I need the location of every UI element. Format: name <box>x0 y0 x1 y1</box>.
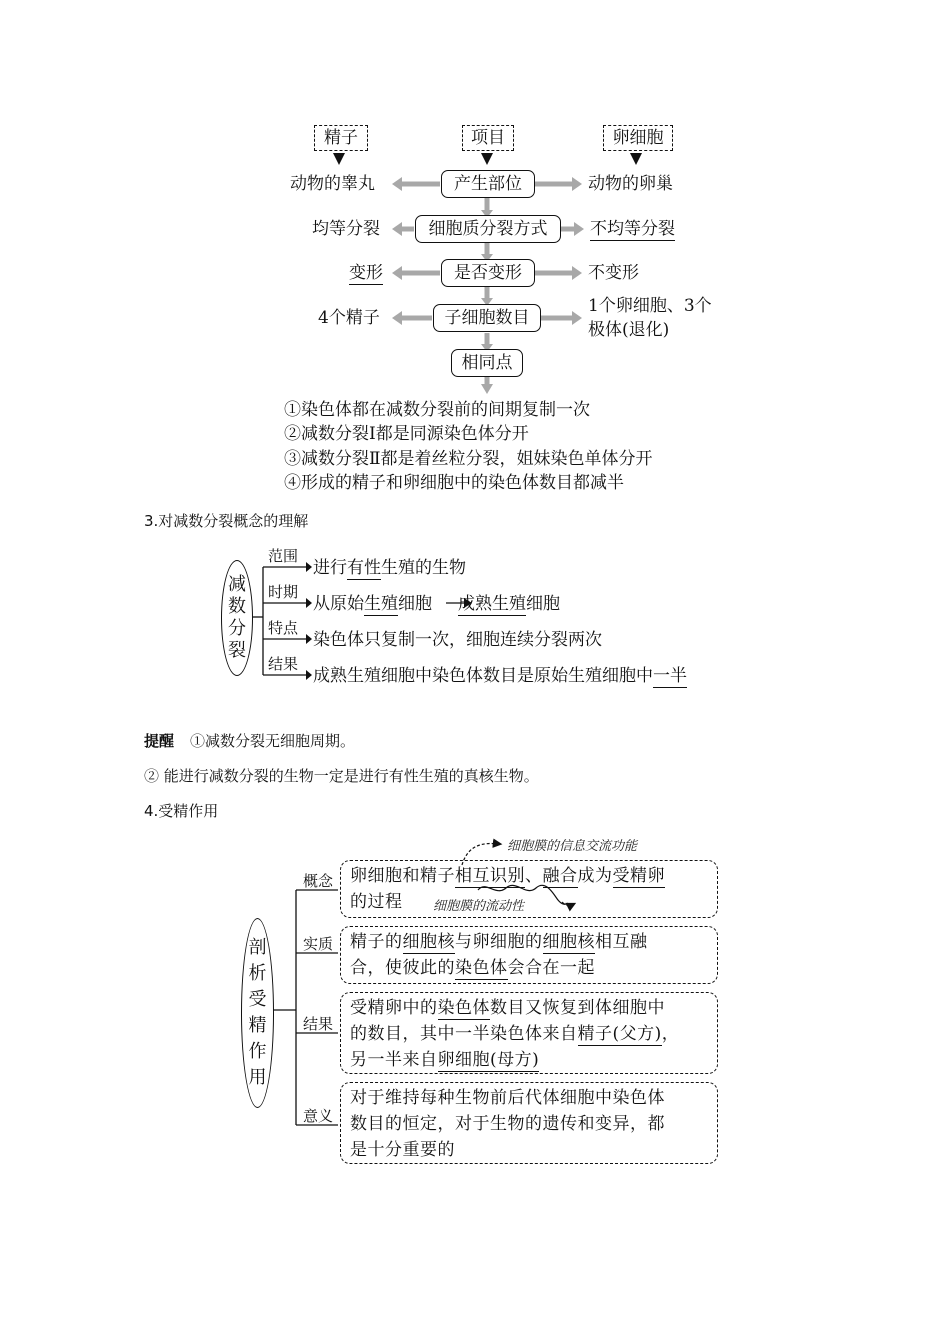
down-arrow-icon <box>630 153 642 165</box>
sperm-deform: 变形 <box>349 263 383 283</box>
fert-char: 受 <box>248 989 267 1010</box>
egg-origin: 动物的卵巢 <box>588 174 673 194</box>
branch-label-scope: 范围 <box>268 547 299 565</box>
fert-char: 作 <box>248 1041 267 1062</box>
branch-label-feature: 特点 <box>268 619 299 637</box>
reminder-line2: ② 能进行减数分裂的生物一定是进行有性生殖的真核生物。 <box>144 767 539 785</box>
item-deform-text: 是否变形 <box>454 263 522 283</box>
branch-label-significance: 意义 <box>303 1107 334 1125</box>
branch-text-scope <box>313 558 466 578</box>
sperm-header-text: 精子 <box>324 128 358 148</box>
text-part: 成熟生殖细胞中染色体数目是原始生殖细胞中 <box>313 666 653 686</box>
text-part: 的数目，其中一半染色体来自 <box>350 1024 578 1044</box>
result-text <box>350 995 714 1073</box>
common-point-3: ③减数分裂Ⅱ都是着丝粒分裂，姐妹染色单体分开 <box>284 449 653 469</box>
common-point-4: ④形成的精子和卵细胞中的染色体数目都减半 <box>284 473 624 493</box>
meiosis-char: 裂 <box>228 640 246 661</box>
item-deform <box>441 259 535 287</box>
meiosis-oval <box>221 560 253 676</box>
underlined-term: 卵细胞(母方) <box>437 1050 540 1070</box>
text-part: 卵细胞和精子 <box>350 866 455 886</box>
branch-label-result: 结果 <box>303 1015 334 1033</box>
egg-division: 不均等分裂 <box>590 219 675 239</box>
underlined-term: 受精卵 <box>612 866 665 886</box>
text-part: 生殖的生物 <box>381 558 466 578</box>
fertilization-oval <box>241 918 274 1108</box>
common-points-box <box>451 349 523 377</box>
text-part: 、 <box>525 866 543 886</box>
text-part: 成为 <box>577 866 613 886</box>
sperm-count: 4个精子 <box>318 308 380 328</box>
common-points-label: 相同点 <box>461 353 513 373</box>
item-division <box>415 215 561 243</box>
branch-label-concept: 概念 <box>303 872 334 890</box>
text-part: 合，使彼此的 <box>350 958 455 978</box>
item-origin-text: 产生部位 <box>454 174 522 194</box>
text-part: 数目的恒定，对于生物的遗传和变异，都 <box>350 1114 665 1134</box>
sperm-origin: 动物的睾丸 <box>290 174 375 194</box>
reminder-label: 提醒 <box>144 732 175 750</box>
branch-label-essence: 实质 <box>303 935 334 953</box>
text-part: 从原始 <box>313 594 364 614</box>
underlined-term: 染色体 <box>437 998 490 1018</box>
section4-heading: 4.受精作用 <box>144 802 219 820</box>
branch-label-result: 结果 <box>268 655 299 673</box>
underlined-term: 一半 <box>653 666 687 686</box>
underlined-term: 染色体 <box>455 958 508 978</box>
fert-char: 用 <box>248 1067 267 1088</box>
sperm-division: 均等分裂 <box>312 219 380 239</box>
common-point-2: ②减数分裂Ⅰ都是同源染色体分开 <box>284 424 529 444</box>
egg-count-line1: 1个卵细胞、3个 <box>588 296 712 316</box>
down-arrow-icon <box>333 153 345 165</box>
egg-column-header <box>603 125 673 151</box>
item-division-text: 细胞质分裂方式 <box>428 219 548 239</box>
text-part: 是十分重要的 <box>350 1140 455 1160</box>
meiosis-char: 分 <box>228 618 246 639</box>
underlined-term: 相互识别 <box>455 866 525 886</box>
text-part: 的过程 <box>350 892 403 912</box>
branch-text-feature: 染色体只复制一次，细胞连续分裂两次 <box>313 630 602 650</box>
item-column-header <box>462 125 514 151</box>
item-count-text: 子细胞数目 <box>444 308 530 328</box>
underlined-term: 细胞核 <box>402 932 455 952</box>
text-part: 相互融 <box>595 932 648 952</box>
fert-char: 剖 <box>248 937 267 958</box>
meiosis-char: 数 <box>228 596 246 617</box>
branch-label-period: 时期 <box>268 583 299 601</box>
egg-header-text: 卵细胞 <box>612 128 664 148</box>
annotation-membrane-fluidity: 细胞膜的流动性 <box>433 899 525 914</box>
item-header-text: 项目 <box>471 128 505 148</box>
common-point-1: ①染色体都在减数分裂前的间期复制一次 <box>284 400 590 420</box>
significance-text <box>350 1085 714 1163</box>
underlined-term: 细胞核 <box>542 932 595 952</box>
text-part: ， <box>661 1024 680 1044</box>
text-part: 另一半来自 <box>350 1050 438 1070</box>
text-part: 精子的 <box>350 932 403 952</box>
text-part: 进行 <box>313 558 347 578</box>
item-origin <box>441 170 535 198</box>
meiosis-char: 减 <box>228 574 246 595</box>
text-part: 与卵细胞的 <box>455 932 543 952</box>
text-part: 数目又恢复到体细胞中 <box>490 998 665 1018</box>
text-part: 细胞 <box>526 594 560 614</box>
egg-deform: 不变形 <box>588 263 639 283</box>
underlined-term: 精子(父方) <box>577 1024 662 1044</box>
underlined-term: 融合 <box>542 866 578 886</box>
reminder-line1 <box>144 731 355 751</box>
underlined-term: 成熟生殖 <box>458 594 526 614</box>
underlined-term: 生殖 <box>364 594 398 614</box>
text-part: 会合在一起 <box>507 958 595 978</box>
concept-text <box>350 863 712 915</box>
branch-text-result <box>313 666 687 686</box>
section3-heading: 3.对减数分裂概念的理解 <box>144 512 309 530</box>
reminder-text-1: ①减数分裂无细胞周期。 <box>190 732 356 750</box>
egg-count-line2: 极体(退化) <box>588 320 670 340</box>
underlined-term: 有性 <box>347 558 381 578</box>
fert-char: 精 <box>248 1015 267 1036</box>
essence-text <box>350 929 712 981</box>
item-count <box>433 304 541 332</box>
text-part: 对于维持每种生物前后代体细胞中染色体 <box>350 1088 665 1108</box>
text-part: 细胞 <box>398 594 432 614</box>
text-part: 受精卵中的 <box>350 998 438 1018</box>
annotation-membrane-signal: 细胞膜的信息交流功能 <box>507 839 638 854</box>
branch-text-period <box>313 594 560 614</box>
down-arrow-icon <box>481 153 493 165</box>
sperm-column-header <box>314 125 368 151</box>
fert-char: 析 <box>248 963 267 984</box>
